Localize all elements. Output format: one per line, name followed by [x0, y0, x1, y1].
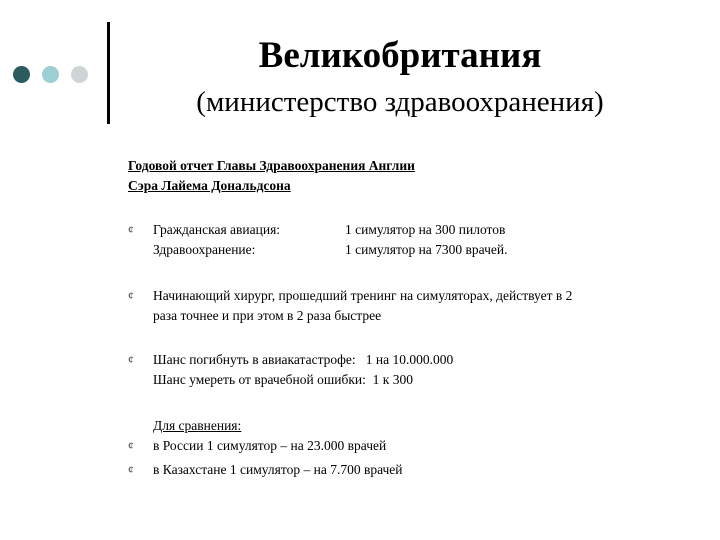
bullet3-line-2: Шанс умереть от врачебной ошибки: 1 к 300	[153, 372, 413, 387]
bullet1-left-2: Здравоохранение:	[153, 242, 256, 257]
report-line-2: Сэра Лайема Дональдсона	[128, 178, 291, 193]
bullet-icon: ¢	[128, 440, 134, 452]
comparison-russia: в России 1 симулятор – на 23.000 врачей	[153, 438, 387, 453]
title-divider	[107, 22, 110, 124]
decor-dot-dark	[13, 66, 30, 83]
slide-title: Великобритания	[258, 35, 542, 76]
bullet-icon: ¢	[128, 464, 134, 476]
comparison-kazakhstan: в Казахстане 1 симулятор – на 7.700 врачей	[153, 462, 403, 477]
bullet3-line-1: Шанс погибнуть в авиакатастрофе: 1 на 10.000.000	[153, 352, 454, 367]
bullet1-right-1: 1 симулятор на 300 пилотов	[345, 222, 506, 237]
bullet2-line-1: Начинающий хирург, прошедший тренинг на симуляторах, действует в 2	[153, 288, 573, 303]
bullet2-line-2: раза точнее и при этом в 2 раза быстрее	[153, 308, 382, 323]
bullet-icon: ¢	[128, 354, 134, 366]
report-line-1: Годовой отчет Главы Здравоохранения Англии	[128, 158, 415, 173]
bullet-icon: ¢	[128, 224, 134, 236]
decor-dot-teal	[42, 66, 59, 83]
bullet1-right-2: 1 симулятор на 7300 врачей.	[345, 242, 508, 257]
slide-subtitle: (министерство здравоохранения)	[196, 86, 604, 118]
bullet-icon: ¢	[128, 290, 134, 302]
comparison-heading: Для сравнения:	[153, 418, 242, 433]
bullet1-left-1: Гражданская авиация:	[153, 222, 281, 237]
decor-dot-gray	[71, 66, 88, 83]
report-caption	[128, 156, 415, 196]
